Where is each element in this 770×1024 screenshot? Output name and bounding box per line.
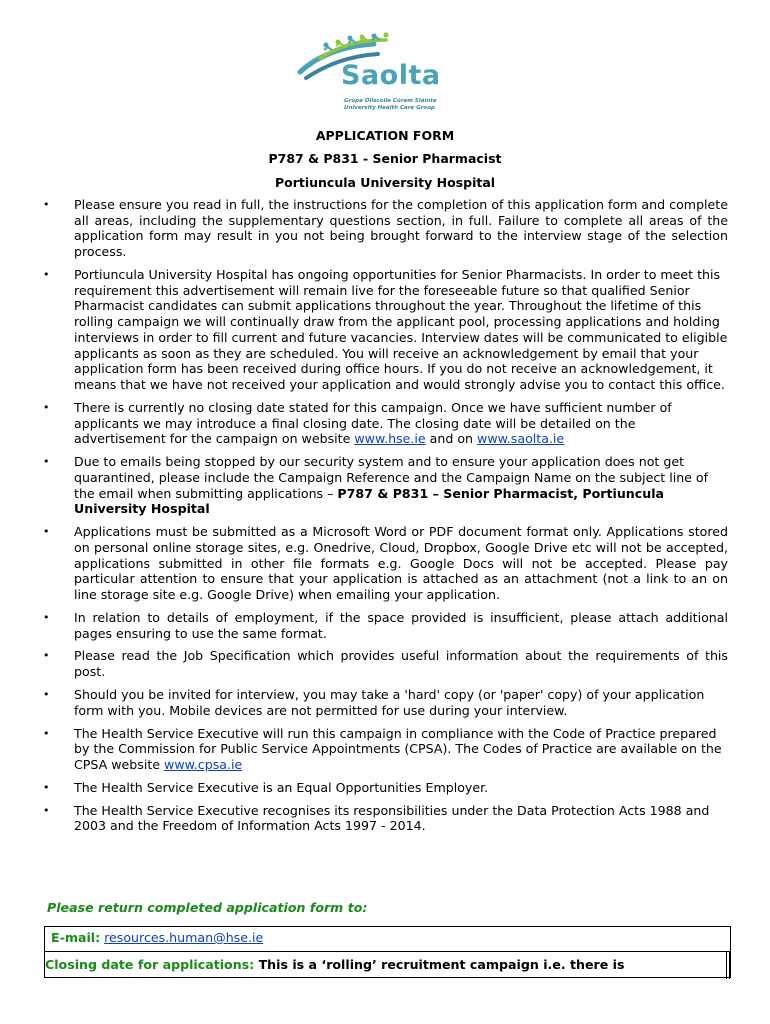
bullet-icon: •	[43, 726, 50, 740]
table-divider	[45, 951, 730, 952]
list-item	[38, 454, 728, 517]
bullet-icon: •	[43, 198, 50, 211]
logo-subtitle-english: University Health Care Group	[344, 105, 435, 111]
return-instructions-label: Please return completed application form to:	[47, 900, 368, 915]
closing-date-label: Closing date for applications:	[45, 957, 255, 972]
logo-subtitle-irish: Grúpa Ollscoile Cúram Sláinte	[344, 98, 437, 104]
campaign-reference: P787 & P831 - Senior Pharmacist	[268, 151, 502, 166]
hse-website-link[interactable]: www.hse.ie	[354, 431, 426, 447]
instruction-text: Please read the Job Specification which provides useful information about the requirements of this post.	[74, 648, 728, 680]
email-label: E-mail:	[51, 930, 101, 945]
bullet-icon: •	[43, 400, 50, 414]
list-item	[38, 780, 728, 796]
list-item	[38, 687, 728, 718]
instruction-text: Please ensure you read in full, the instructions for the completion of this application form and complete all areas, including the supplementary questions section, in full. Failure to complete all areas of the application form may result in you not being brought forward to the interview stage of the selection process.	[74, 197, 728, 260]
closing-date-row	[45, 957, 625, 972]
bullet-icon: •	[43, 649, 50, 663]
instruction-text: Should you be invited for interview, you may take a 'hard' copy (or 'paper' copy) of your application form with you. Mobile devices are not permitted for use during your interview.	[74, 687, 705, 718]
logo-wordmark: Saolta	[341, 60, 441, 91]
saolta-website-link[interactable]: www.saolta.ie	[477, 431, 565, 447]
list-item	[38, 524, 728, 603]
hospital-name: Portiuncula University Hospital	[274, 175, 496, 190]
instruction-text: The Health Service Executive is an Equal Opportunities Employer.	[74, 779, 489, 795]
campaign-subject-line: P787 & P831 – Senior Pharmacist, Portiuncula University Hospital	[74, 485, 665, 517]
instructions-list	[38, 197, 728, 841]
form-title: APPLICATION FORM	[315, 128, 455, 143]
instruction-text-and: and on	[425, 431, 478, 447]
bullet-icon: •	[43, 688, 50, 701]
list-item	[38, 803, 728, 834]
email-link[interactable]: resources.human@hse.ie	[104, 930, 264, 945]
list-item	[38, 610, 728, 641]
list-item	[38, 267, 728, 393]
list-item	[38, 648, 728, 679]
instruction-text: In relation to details of employment, if the space provided is insufficient, please attach additional pages ensuring to use the same format.	[74, 609, 728, 641]
saolta-logo	[296, 32, 466, 118]
contact-table	[44, 926, 731, 978]
bullet-icon: •	[43, 803, 50, 817]
instruction-text: The Health Service Executive recognises its responsibilities under the Data Protection Acts 1988 and 2003 and the Freedom of Information Acts 1997 - 2014.	[74, 802, 710, 834]
bullet-icon: •	[43, 610, 50, 624]
list-item	[38, 197, 728, 260]
instruction-text: Due to emails being stopped by our security system and to ensure your application does not get quarantined, please include the Campaign Reference and the Campaign Name on the subject line of the email when submitting applications –	[74, 454, 709, 501]
closing-date-text: This is a ‘rolling’ recruitment campaign i.e. there is	[258, 957, 625, 972]
bullet-icon: •	[43, 455, 50, 469]
email-row	[51, 930, 263, 945]
instruction-text: Applications must be submitted as a Microsoft Word or PDF document format only. Applications stored on personal online storage sites, e.g. Onedrive, Cloud, Dropbox, Google Drive etc will not be accepted, applications submitted in other file formats e.g. Google Docs will not be accepted. Please pay particular attention to ensure that your application is attached as an attachment (not a link to an on line storage site e.g. Google Drive) when emailing your application.	[74, 524, 728, 602]
instruction-text: There is currently no closing date stated for this campaign. Once we have sufficient number of applicants we may introduce a final closing date. The closing date will be detailed on the advertisement for the campaign on website	[74, 399, 672, 447]
cpsa-website-link[interactable]: www.cpsa.ie	[164, 757, 243, 772]
table-border	[726, 952, 730, 979]
instruction-text: Portiuncula University Hospital has ongoing opportunities for Senior Pharmacists. In order to meet this requirement this advertisement will remain live for the foreseeable future so that qualified Senior Pharmacist candidates can submit applications throughout the year. Throughout the lifetime of this rolling campaign we will continually draw from the applicant pool, processing applications and holding interviews in order to fill current and future vacancies. Interview dates will be communicated to eligible applicants as soon as they are scheduled. You will receive an acknowledgement by email that your application form has been received during office hours. If you do not receive an acknowledgement, it means that we have not received your application and would strongly advise you to contact this office.	[74, 267, 728, 392]
bullet-icon: •	[43, 780, 50, 794]
bullet-icon: •	[43, 525, 50, 539]
bullet-icon: •	[43, 268, 50, 281]
list-item	[38, 400, 728, 447]
list-item	[38, 726, 728, 773]
logo-subtitle	[344, 98, 437, 112]
instruction-text: The Health Service Executive will run this campaign in compliance with the Code of Practice prepared by the Commission for Public Service Appointments (CPSA). The Codes of Practice are available on the CPSA website	[74, 725, 722, 772]
